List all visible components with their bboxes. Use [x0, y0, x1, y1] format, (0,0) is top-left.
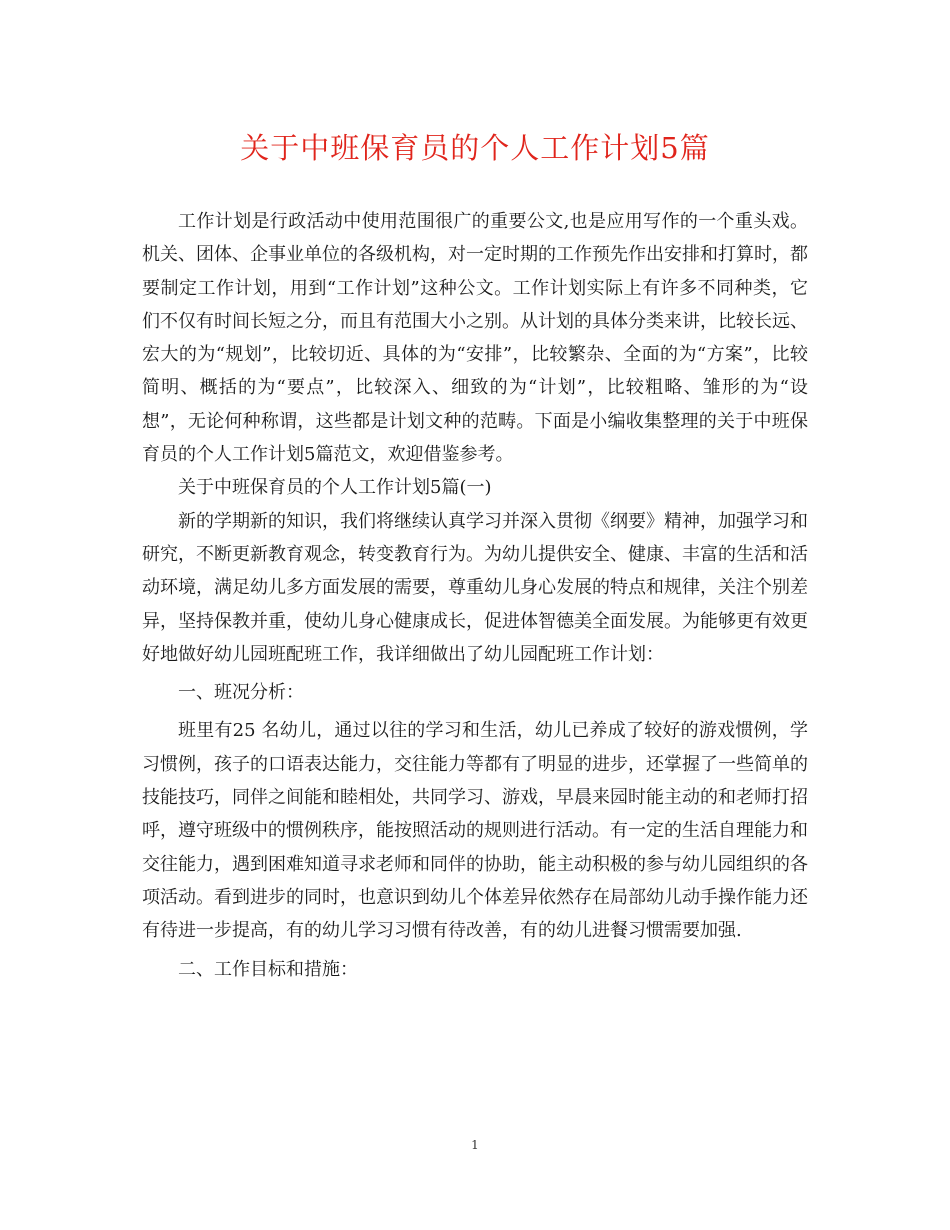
section-heading-part-one: 关于中班保育员的个人工作计划5篇(一) [178, 477, 492, 499]
document-body [142, 205, 808, 986]
page-number: 1 [471, 1138, 479, 1152]
heading-class-analysis: 一、班况分析： [178, 682, 304, 704]
document-title: 关于中班保育员的个人工作计划5篇 [240, 131, 710, 165]
part-one-paragraph: 新的学期新的知识，我们将继续认真学习并深入贯彻《纲要》精神，加强学习和研究，不断更新教育观念，转变教育行为。为幼儿提供安全、健康、丰富的生活和活动环境，满足幼儿多方面发展的需要，尊重幼儿身心发展的特点和规律，关注个别差异，坚持保教并重，使幼儿身心健康成长，促进体智德美全面发展。为能够更有效更好地做好幼儿园班配班工作，我详细做出了幼儿园配班工作计划： [142, 510, 808, 665]
class-analysis-paragraph: 班里有25 名幼儿，通过以往的学习和生活，幼儿已养成了较好的游戏惯例，学习惯例，孩子的口语表达能力，交往能力等都有了明显的进步，还掌握了一些简单的技能技巧，同伴之间能和睦相处，共同学习、游戏，早晨来园时能主动的和老师打招呼，遵守班级中的惯例秩序，能按照活动的规则进行活动。有一定的生活自理能力和交往能力，遇到困难知道寻求老师和同伴的协助，能主动积极的参与幼儿园组织的各项活动。看到进步的同时，也意识到幼儿个体差异依然存在局部幼儿动手操作能力还有待进一步提高，有的幼儿学习习惯有待改善，有的幼儿进餐习惯需要加强. [142, 720, 808, 942]
heading-goals-and-measures: 二、工作目标和措施： [178, 958, 358, 980]
intro-paragraph: 工作计划是行政活动中使用范围很广的重要公文,也是应用写作的一个重头戏。机关、团体、企事业单位的各级机构，对一定时期的工作预先作出安排和打算时，都要制定工作计划，用到“工作计划”这种公文。工作计划实际上有许多不同种类，它们不仅有时间长短之分，而且有范围大小之别。从计划的具体分类来讲，比较长远、宏大的为“规划”，比较切近、具体的为“安排”，比较繁杂、全面的为“方案”，比较简明、概括的为“要点”，比较深入、细致的为“计划”，比较粗略、雏形的为“设想”，无论何种称谓，这些都是计划文种的范畴。下面是小编收集整理的关于中班保育员的个人工作计划5篇范文，欢迎借鉴参考。 [142, 211, 808, 466]
